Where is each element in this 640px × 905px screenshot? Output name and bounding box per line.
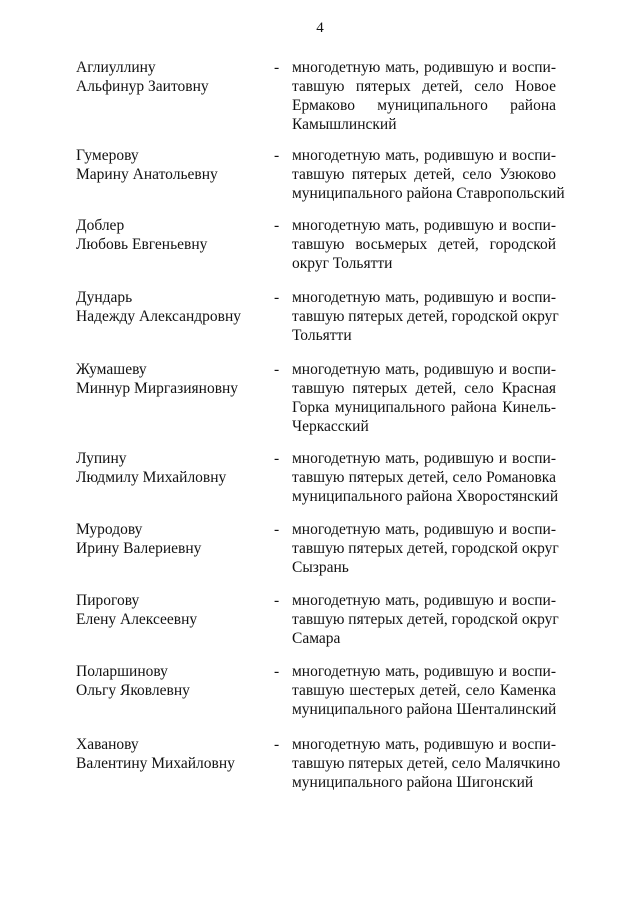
entry-description (292, 360, 556, 436)
description-line: муниципального района Хворостянский (292, 488, 559, 505)
description-line: Камышлинский (292, 116, 397, 133)
entry-description (292, 735, 561, 792)
description-line: многодетную мать, родившую и воспи- (292, 521, 556, 538)
description-line: многодетную мать, родившую и воспи- (292, 59, 556, 76)
description-line: многодетную мать, родившую и воспи- (292, 147, 556, 164)
recipient-name (76, 146, 256, 184)
recipient-surname: Гумерову (76, 147, 139, 164)
recipient-name (76, 360, 256, 398)
recipient-surname: Лупину (76, 450, 127, 467)
recipient-given-name: Валентину Михайловну (76, 755, 235, 772)
description-line: округ Тольятти (292, 255, 393, 272)
recipient-given-name: Альфинур Заитовну (76, 78, 209, 95)
description-line: тавшую пятерых детей, село Новое (292, 78, 556, 95)
description-line: тавшую пятерых детей, село Малячкино (292, 755, 561, 772)
entry-description (292, 146, 565, 203)
entry-dash: - (274, 521, 280, 538)
description-line: Самара (292, 630, 341, 647)
entry-dash: - (274, 450, 280, 467)
recipient-surname: Доблер (76, 217, 125, 234)
recipient-given-name: Елену Алексеевну (76, 611, 198, 628)
recipient-given-name: Людмилу Михайловну (76, 469, 227, 486)
description-line: Ермаково муниципального района (292, 97, 556, 114)
recipient-name (76, 58, 256, 96)
description-line: тавшую пятерых детей, городской округ (292, 611, 559, 628)
entry-dash: - (274, 592, 280, 609)
description-line: тавшую пятерых детей, городской округ (292, 308, 559, 325)
description-line: тавшую восьмерых детей, городской (292, 236, 556, 253)
description-line: тавшую шестерых детей, село Каменка (292, 682, 556, 699)
description-line: Сызрань (292, 559, 349, 576)
recipient-surname: Пирогову (76, 592, 140, 609)
description-line: муниципального района Ставропольский (292, 185, 565, 202)
page-number: 4 (316, 20, 324, 36)
entry-dash: - (274, 361, 280, 378)
description-line: тавшую пятерых детей, село Узюково (292, 166, 556, 183)
recipient-surname: Дундарь (76, 289, 133, 306)
entry-dash: - (274, 147, 280, 164)
description-line: тавшую пятерых детей, городской округ (292, 540, 559, 557)
recipient-name (76, 591, 256, 629)
description-line: муниципального района Шигонский (292, 774, 534, 791)
description-line: тавшую пятерых детей, село Красная (292, 380, 556, 397)
entry-dash: - (274, 663, 280, 680)
recipient-given-name: Любовь Евгеньевну (76, 236, 208, 253)
entry-description (292, 449, 559, 506)
description-line: Черкасский (292, 418, 369, 435)
recipient-name (76, 449, 256, 487)
entry-description (292, 662, 556, 719)
description-line: многодетную мать, родившую и воспи- (292, 736, 556, 753)
description-line: муниципального района Шенталинский (292, 701, 557, 718)
recipient-given-name: Марину Анатольевну (76, 166, 218, 183)
recipient-surname: Поларшинову (76, 663, 168, 680)
description-line: многодетную мать, родившую и воспи- (292, 450, 556, 467)
recipient-surname: Жумашеву (76, 361, 147, 378)
description-line: многодетную мать, родившую и воспи- (292, 217, 556, 234)
description-line: многодетную мать, родившую и воспи- (292, 361, 556, 378)
recipient-given-name: Миннур Миргазияновну (76, 380, 239, 397)
entry-dash: - (274, 289, 280, 306)
entry-dash: - (274, 736, 280, 753)
recipient-surname: Аглиуллину (76, 59, 156, 76)
recipient-given-name: Надежду Александровну (76, 308, 242, 325)
description-line: многодетную мать, родившую и воспи- (292, 663, 556, 680)
recipient-name (76, 735, 256, 773)
description-line: Горка муниципального района Кинель- (292, 399, 556, 416)
recipient-name (76, 662, 256, 700)
description-line: многодетную мать, родившую и воспи- (292, 289, 556, 306)
recipient-given-name: Ирину Валериевну (76, 540, 202, 557)
recipient-name (76, 216, 256, 254)
entry-description (292, 591, 559, 648)
description-line: тавшую пятерых детей, село Романовка (292, 469, 556, 486)
recipient-given-name: Ольгу Яковлевну (76, 682, 190, 699)
recipient-name (76, 288, 256, 326)
entry-description (292, 58, 556, 134)
description-line: многодетную мать, родившую и воспи- (292, 592, 556, 609)
recipient-surname: Муродову (76, 521, 143, 538)
description-line: Тольятти (292, 327, 352, 344)
recipient-surname: Хаванову (76, 736, 139, 753)
entry-description (292, 520, 559, 577)
entry-description (292, 216, 556, 273)
recipient-name (76, 520, 256, 558)
entry-description (292, 288, 559, 345)
entry-dash: - (274, 59, 280, 76)
entry-dash: - (274, 217, 280, 234)
